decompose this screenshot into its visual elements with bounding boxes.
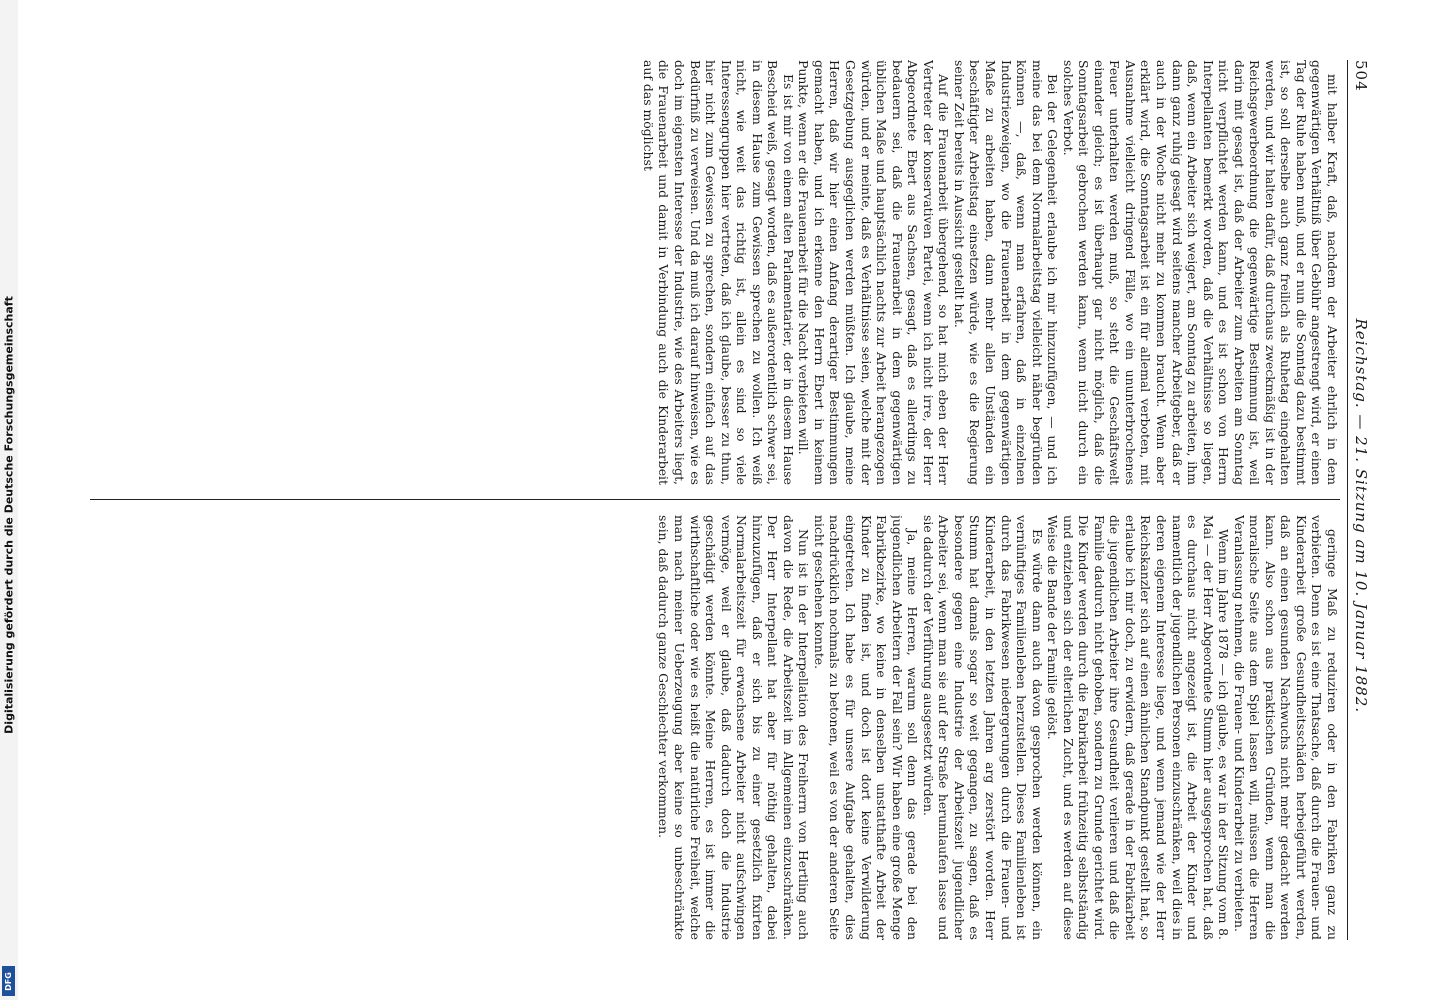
page-title: Reichstag. — 21. Sitzung am 10. Januar 1882. [1352, 318, 1370, 714]
paragraph: Wenn im Jahre 1878 — ich glaube, es war in der Sitzung vom 8. Mai — der Herr Abgeordnete Stumm hier ausgesprochen hat, daß es durchaus nicht angezeigt ist, die Arbeit der Kinder und namentlich der jugendlichen Personen einzuschränken, weil dies in deren eigenem Interesse liege, und wenn jemand wie der Herr Reichskanzler sich auf einen ähnlichen Standpunkt gestellt hat, so erlaube ich mir doch, zu erwidern, daß gerade in der Fabrikarbeit die jugendlichen Arbeiter ihre Gesundheit verlieren und daß die Familie dadurch nicht gehoben, sondern zu Grunde gerichtet wird. Die Kinder werden durch die Fabrikarbeit frühzeitig selbstständig und entziehen sich der elterlichen Zucht, und es werden auf diese Weise die Bande der Familie gelöst. [1045, 515, 1232, 940]
right-text-column [80, 515, 1340, 940]
scan-margin-strip [0, 0, 18, 1000]
paragraph: Bei der Gelegenheit erlaube ich mir hinzuzufügen, — und ich meine das bei dem Normalarbeitstag vielleicht näher begründen können —, daß, wenn man erfahren, daß in einzelnen Industriezweigen, wo die Frauenarbeit in dem gegenwärtigen Maße zu arbeiten haben, dann mehr allen Unständen ein beschäftigter Arbeitstag einsetzen würde, wie es die Regierung seiner Zeit bereits in Aussicht gestellt hat. [951, 60, 1061, 485]
paragraph: mit halber Kraft, daß, nachdem der Arbeiter ehrlich in dem gegenwärtigen Verhältniß über Gebühr angestrengt wird, er einen Tag der Ruhe haben muß, und er nun die Sonntag dazu bestimmt ist, so soll derselbe auch ganz freilich als Ruhetag eingehalten werden, und wir halten dafür, daß durchaus zweckmäßig ist in der Reichsgewerbeordnung die gegenwärtige Bestimmung ist, weil darin mit gesagt ist, daß der Arbeiter zum Arbeiten am Sonntag nicht verpflichtet werden kann, und es ist schon von Herrn Interpellanten bemerkt worden, daß die Verhältnisse so liegen, daß, wenn ein Arbeiter sich weigert, am Sonntag zu arbeiten, ihm dann ganz ruhig gesagt wird seitens mancher Arbeitgeber, daß er auch in der Woche nicht mehr zu kommen braucht. Wenn aber erklärt wird, die Sonntagsarbeit ist ein für allemal verboten, mit Ausnahme vielleicht dringend Fälle, wo ein ununterbrochenes Feuer unterhalten werden muß, so steht die Geschäftswelt einander gleich; es ist überhaupt gar nicht möglich, daß die Sonntagsarbeit gebrochen werden kann, wenn nicht durch ein solches Verbot. [1060, 60, 1340, 485]
paragraph: Es ist mir von einem alten Parlamentarier, der in diesem Hause Bescheid weiß, gesagt worden, daß es außerordentlich schwer sei, in diesem Hause zum Gewissen sprechen zu wollen. Ich weiß nicht, wie weit das richtig ist, allein es sind so viele Interessengruppen hier vertreten, daß ich glaube, besser zu thun, hier nicht zum Gewissen zu sprechen, sondern einfach auf das Bedürfniß zu verweisen. Und da muß ich darauf hinweisen, wie es doch im eigensten Interesse der Industrie, wie des Arbeiters liegt, die Frauenarbeit und damit in Verbindung auch die Kinderarbeit auf das möglichst [640, 60, 796, 485]
paragraph: Nun ist in der Interpellation des Freiherrn von Hertling auch davon die Rede, die Arbeitszeit im Allgemeinen einzuschränken. Der Herr Interpellant hat aber für nöthig gehalten, dabei hinzuzufügen, daß er sich bis zu einer gesetzlich fixirten Normalarbeitszeit für erwachsene Arbeiter nicht aufschwingen vermöge, weil er glaube, daß dadurch doch die Industrie geschädigt werden könnte. Meine Herren, es ist immer die wirthschaftliche oder wie es heißt die natürliche Freiheit, welche man nach meiner Ueberzeugung aber keine so unbeschränkte sein, daß dadurch ganze Geschlechter verkommen. [656, 515, 812, 940]
page-number: 504 [1352, 60, 1370, 92]
left-text-column [80, 60, 1340, 485]
paragraph: Es würde dann auch davon gesprochen werden können, ein vernünftiges Familienleben herzustellen. Dieses Familienleben ist durch das Fabrikwesen niedergerungen durch die Frauen- und Kinderarbeit, in den letzten Jahren arg zerstört worden. Herr Stumm hat damals sogar so weit gegangen, zu sagen, daß es besondere gegen eine Industrie der Arbeitszeit jugendlicher Arbeiter sei, wenn man sie auf der Straße herumlaufen lasse und sie dadurch der Verführung ausgesetzt würden. [920, 515, 1045, 940]
paragraph: geringe Maß zu reduziren oder in den Fabriken ganz zu verbieten. Denn es ist eine Thatsache, daß durch die Frauen- und Kinderarbeit große Gesundheitsschäden herbeigeführt werden, daß an einen gesunden Nachwuchs nicht mehr gedacht werden kann. Also schon aus praktischen Gründen, wenn man die moralische Seite aus dem Spiel lassen will, müssen die Herren Veranlassung nehmen, die Frauen- und Kinderarbeit zu verbieten. [1231, 515, 1340, 940]
dfg-logo [2, 966, 15, 996]
paragraph: Ja, meine Herren, warum soll denn das gerade bei den jugendlichen Arbeitern der Fall sein? Wir haben eine große Menge Fabrikbezirke, wo keine in denselben unstatthafte Arbeit der Kinder zu finden ist, und doch ist dort keine Verwilderung eingetreten. Ich habe es für unsere Aufgabe gehalten, dies nachdrücklich nochmals zu betonen, weil es von der anderen Seite nicht geschehen konnte. [811, 515, 921, 940]
digitization-credit-text: Digitalisierung gefördert durch die Deutsche Forschungsgemeinschaft [2, 296, 16, 734]
rotated-newspaper-page [46, 30, 1386, 970]
column-divider [90, 499, 1340, 500]
digitization-credit [2, 10, 16, 1000]
dfg-logo-text: DFG [4, 971, 14, 991]
paragraph: Auf die Frauenarbeit übergehend, so hat mich eben der Herr Vertreter der konservativen Partei, wenn ich nicht irre, der Herr Abgeordnete Ebert aus Sachsen, gesagt, daß es allerdings zu bedauern sei, daß die Frauenarbeit in dem gegenwärtigen üblichen Maße und hauptsächlich nachts zur Arbeit herangezogen würden, und er meinte, daß es Verhältnisse seien, welche mit der Gesetzgebung ausgeglichen werden müßten. Ich glaube, meine Herren, daß wir hier einen Anfang derartiger Bestimmungen gemacht haben, und ich erkenne den Herrn Ebert in keinem Punkte, wenn er die Frauenarbeit für die Nacht verbieten will. [796, 60, 952, 485]
page-header [1347, 60, 1372, 940]
